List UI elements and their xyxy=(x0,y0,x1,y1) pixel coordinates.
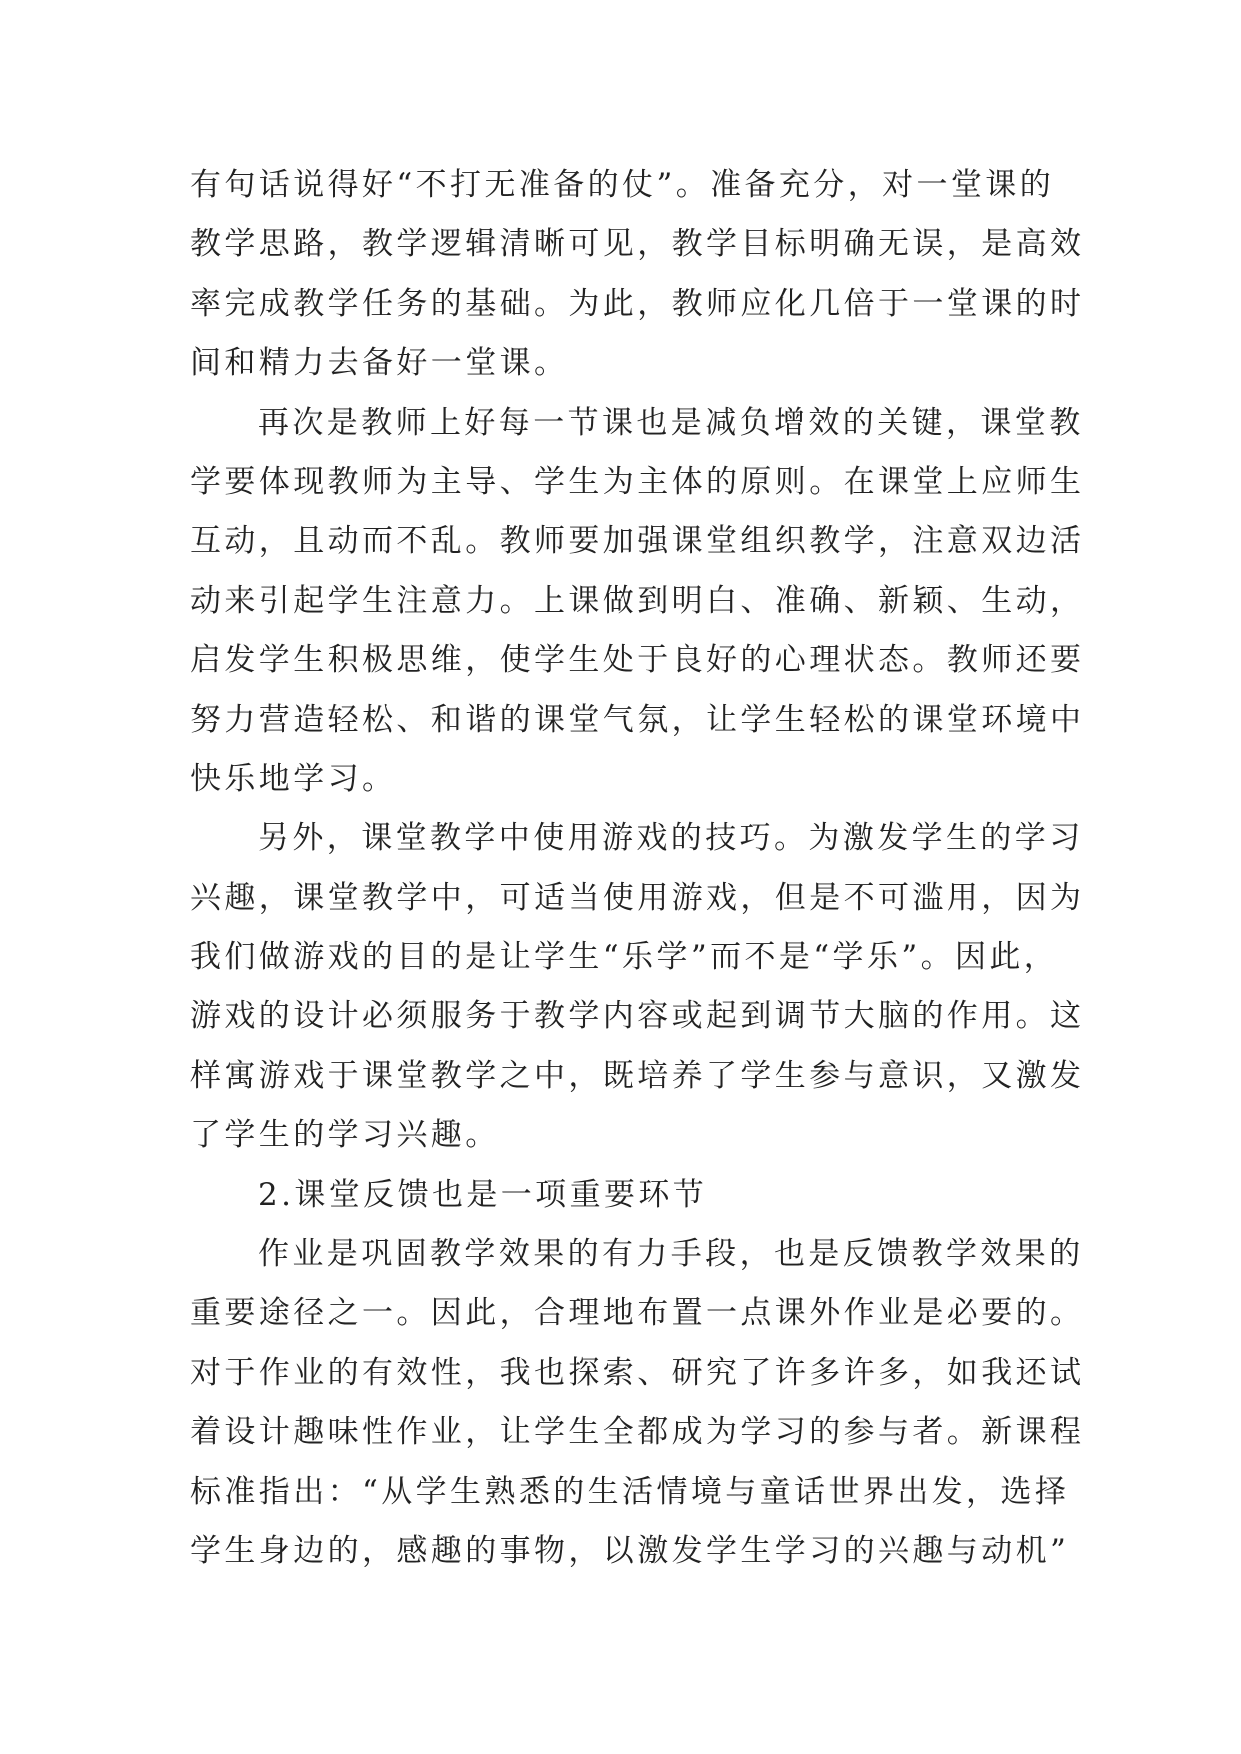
text-line: 努力营造轻松、和谐的课堂气氛，让学生轻松的课堂环境中 xyxy=(190,701,1085,738)
text-line: 了学生的学习兴趣。 xyxy=(190,1117,500,1154)
text-line: 学要体现教师为主导、学生为主体的原则。在课堂上应师生 xyxy=(190,463,1085,500)
text-line: 间和精力去备好一堂课。 xyxy=(190,345,569,382)
body-text xyxy=(190,156,1085,1581)
paragraph-start-line: 另外，课堂教学中使用游戏的技巧。为激发学生的学习 xyxy=(258,820,1084,857)
text-line: 我们做游戏的目的是让学生“乐学”而不是“学乐”。因此， xyxy=(190,939,1059,976)
section-heading: 2.课堂反馈也是一项重要环节 xyxy=(258,1176,708,1213)
text-line: 动来引起学生注意力。上课做到明白、准确、新颖、生动， xyxy=(190,582,1085,619)
text-line: 标准指出：“从学生熟悉的生活情境与童话世界出发，选择 xyxy=(190,1473,1070,1510)
text-line: 教学思路，教学逻辑清晰可见，教学目标明确无误，是高效 xyxy=(190,226,1085,263)
text-line: 学生身边的，感趣的事物，以激发学生学习的兴趣与动机” xyxy=(190,1532,1070,1569)
paragraph-start-line: 再次是教师上好每一节课也是减负增效的关键，课堂教 xyxy=(258,404,1084,441)
text-line: 对于作业的有效性，我也探索、研究了许多许多，如我还试 xyxy=(190,1354,1085,1391)
text-line: 兴趣，课堂教学中，可适当使用游戏，但是不可滥用，因为 xyxy=(190,879,1085,916)
text-line: 启发学生积极思维，使学生处于良好的心理状态。教师还要 xyxy=(190,642,1085,679)
text-line: 样寓游戏于课堂教学之中，既培养了学生参与意识，又激发 xyxy=(190,1057,1085,1094)
paragraph-start-line: 作业是巩固教学效果的有力手段，也是反馈教学效果的 xyxy=(258,1236,1084,1273)
text-line: 重要途径之一。因此，合理地布置一点课外作业是必要的。 xyxy=(190,1295,1085,1332)
text-line: 游戏的设计必须服务于教学内容或起到调节大脑的作用。这 xyxy=(190,998,1085,1035)
text-line: 互动，且动而不乱。教师要加强课堂组织教学，注意双边活 xyxy=(190,523,1085,560)
text-line: 着设计趣味性作业，让学生全都成为学习的参与者。新课程 xyxy=(190,1414,1085,1451)
text-line: 快乐地学习。 xyxy=(190,760,397,797)
text-line: 有句话说得好“不打无准备的仗”。准备充分，对一堂课的 xyxy=(190,167,1055,203)
text-line: 率完成教学任务的基础。为此，教师应化几倍于一堂课的时 xyxy=(190,285,1085,322)
